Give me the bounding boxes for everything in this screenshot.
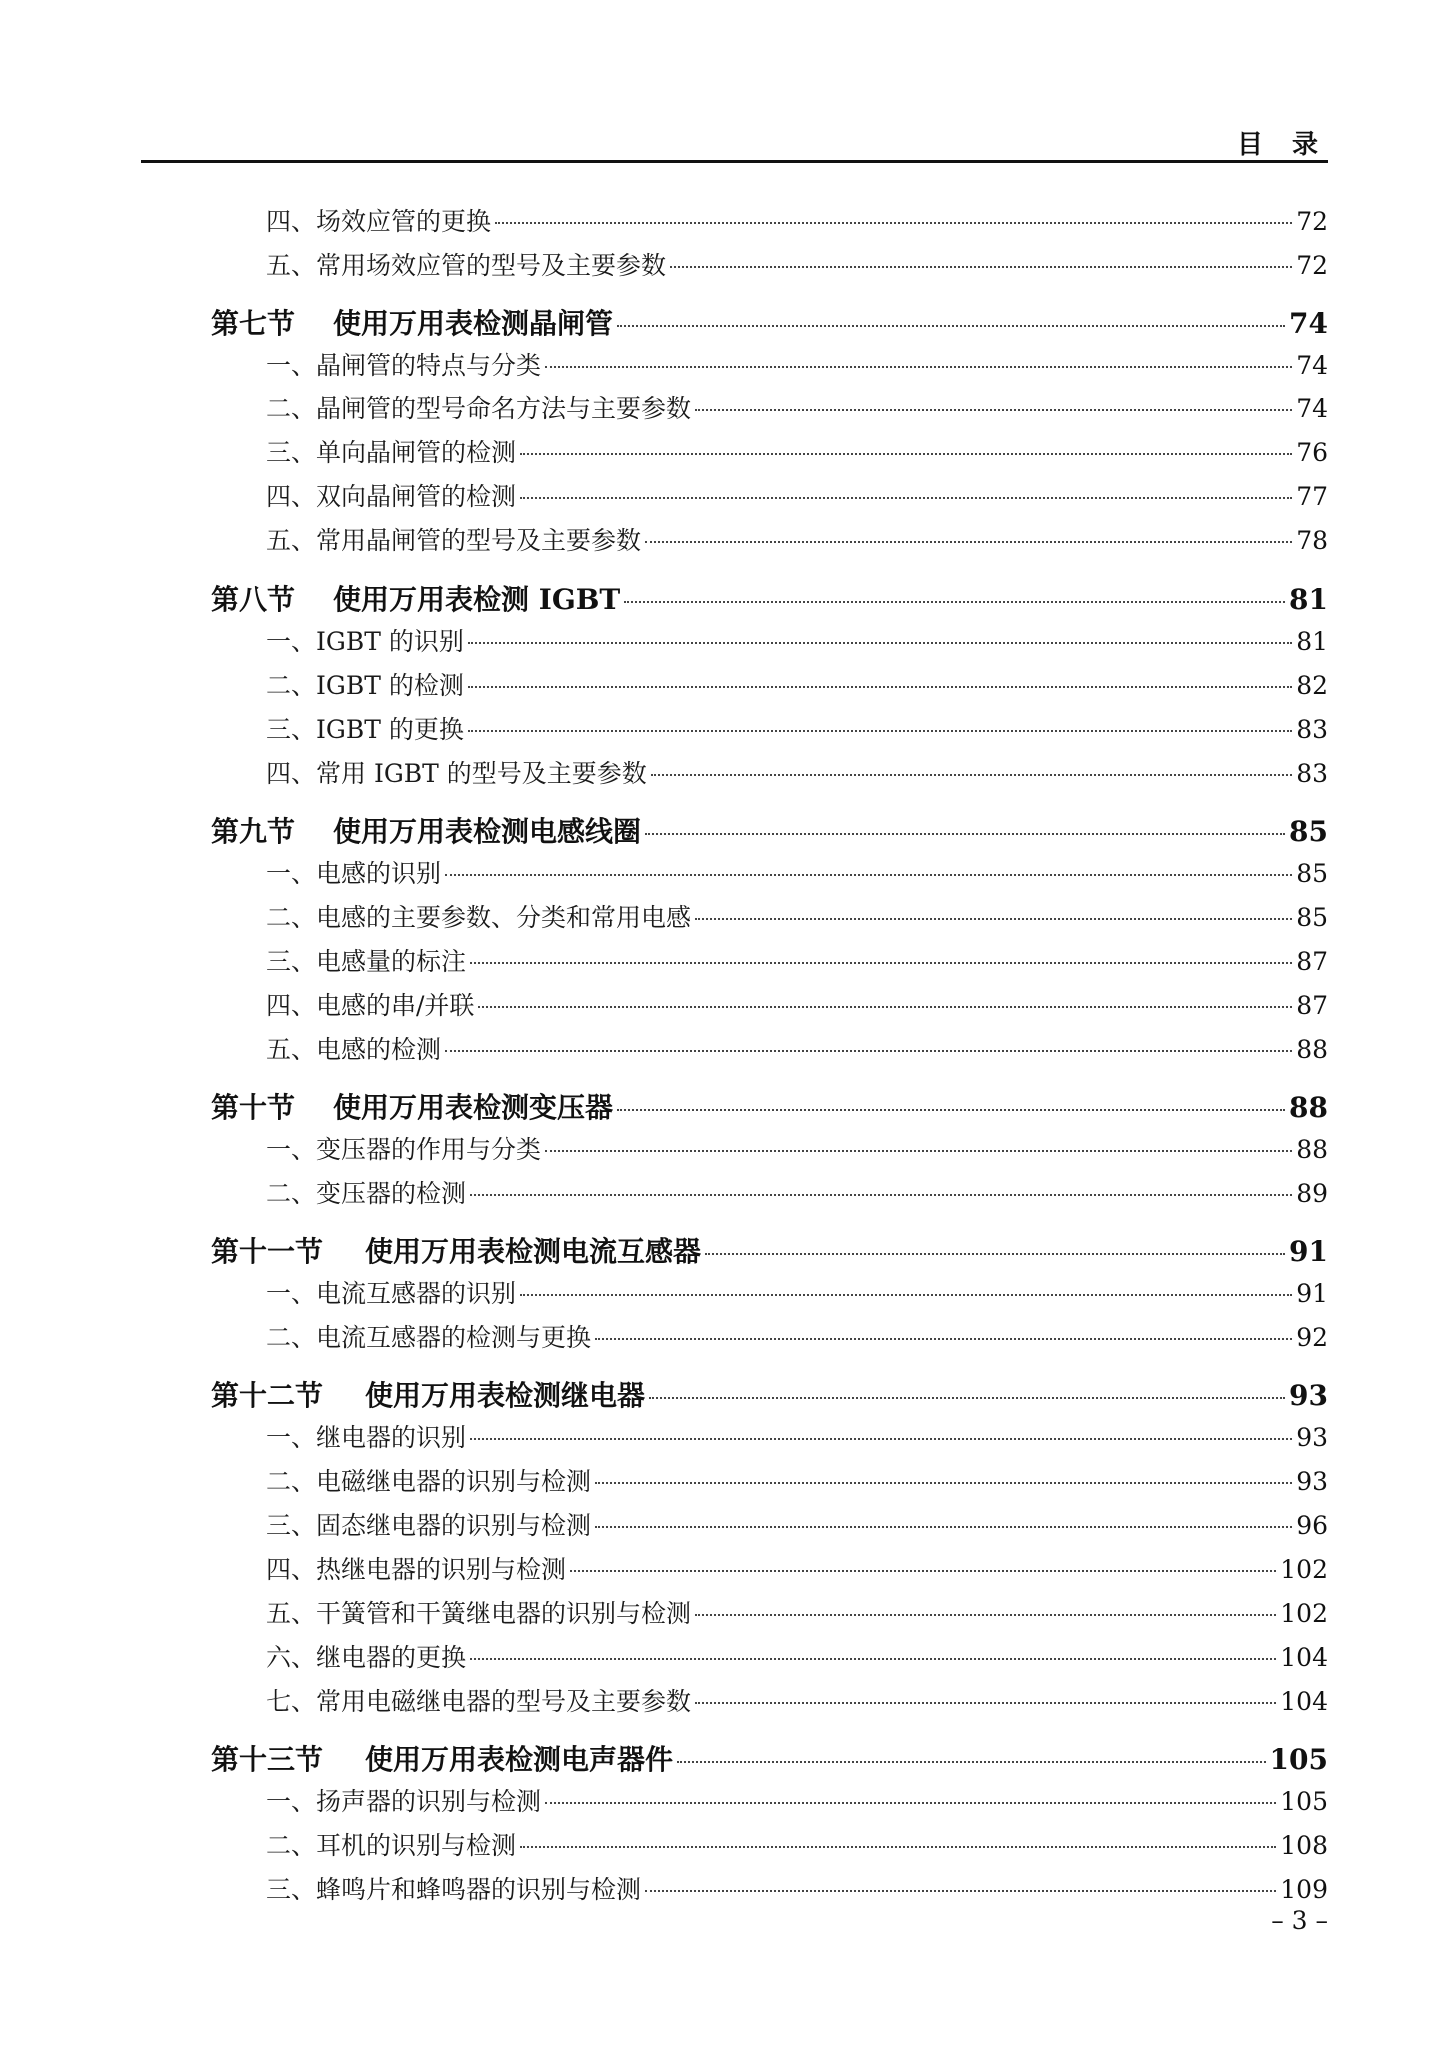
dot-leader [445,1050,1292,1052]
toc-section-label [211,302,613,342]
toc-subsection-label: 五、常用场效应管的型号及主要参数 [266,251,667,280]
toc-subsection-label: 一、电流互感器的识别 [266,1279,517,1308]
toc-subsection-entry[interactable] [266,1030,1328,1066]
dot-leader [695,1614,1276,1616]
toc-subsection-entry[interactable] [266,1638,1328,1674]
toc-subsection-label: 四、热继电器的识别与检测 [266,1555,567,1584]
dot-leader [617,325,1285,327]
toc-page-number: 105 [1280,1787,1328,1816]
toc-subsection-label: 四、电感的串/并联 [266,991,475,1020]
toc-subsection-entry[interactable] [266,942,1328,978]
toc-subsection-entry[interactable] [266,521,1328,557]
dot-leader [624,601,1285,603]
toc-subsection-label: 三、IGBT 的更换 [266,715,464,744]
toc-page-number: 81 [1289,583,1328,616]
dot-leader [695,918,1292,920]
toc-page-number: 93 [1289,1379,1328,1412]
toc-page-number: 93 [1296,1423,1328,1452]
toc-subsection-label: 一、变压器的作用与分类 [266,1135,542,1164]
toc-page-number: 74 [1289,307,1328,340]
toc-subsection-entry[interactable] [266,1130,1328,1166]
toc-page-number: 104 [1280,1643,1328,1672]
toc-section-number: 第九节 [211,815,296,848]
toc-page-number: 96 [1296,1511,1328,1540]
toc-subsection-entry[interactable] [266,1594,1328,1630]
toc-page-number: 85 [1296,903,1328,932]
toc-subsection-label: 四、常用 IGBT 的型号及主要参数 [266,759,647,788]
toc-page-number: 109 [1280,1875,1328,1904]
toc-subsection-entry[interactable] [266,1550,1328,1586]
toc-page-number: 91 [1296,1279,1328,1308]
toc-page-number: 102 [1280,1599,1328,1628]
dot-leader [705,1253,1285,1255]
toc-page-number: 92 [1296,1323,1328,1352]
toc-page-number: 74 [1296,351,1328,380]
dot-leader [520,453,1292,455]
toc-section-number: 第十二节 [211,1379,324,1412]
toc-subsection-label: 一、晶闸管的特点与分类 [266,351,542,380]
toc-subsection-entry[interactable] [266,666,1328,702]
toc-section-title: 使用万用表检测晶闸管 [333,307,614,340]
toc-section-title: 使用万用表检测电声器件 [365,1743,674,1776]
toc-page-number: 72 [1296,251,1328,280]
toc-section-title: 使用万用表检测电感线圈 [333,815,642,848]
toc-subsection-entry[interactable] [266,622,1328,658]
toc-section-title: 使用万用表检测 IGBT [333,583,621,616]
dot-leader [595,1338,1292,1340]
toc-subsection-entry[interactable] [266,202,1328,238]
toc-subsection-entry[interactable] [266,898,1328,934]
toc-page-number: 102 [1280,1555,1328,1584]
toc-subsection-label: 三、固态继电器的识别与检测 [266,1511,592,1540]
dot-leader [645,1890,1276,1892]
toc-subsection-label: 二、变压器的检测 [266,1179,467,1208]
toc-page-number: 93 [1296,1467,1328,1496]
dot-leader [645,833,1285,835]
toc-page-number: 72 [1296,207,1328,236]
toc-subsection-label: 六、继电器的更换 [266,1643,467,1672]
dot-leader [520,497,1292,499]
toc-subsection-entry[interactable] [266,477,1328,513]
dot-leader [520,1294,1292,1296]
toc-subsection-label: 二、耳机的识别与检测 [266,1831,517,1860]
toc-page-number: 77 [1296,482,1328,511]
toc-subsection-label: 二、IGBT 的检测 [266,671,464,700]
toc-subsection-label: 七、常用电磁继电器的型号及主要参数 [266,1687,692,1716]
toc-page-number: 85 [1296,859,1328,888]
toc-subsection-label: 二、电磁继电器的识别与检测 [266,1467,592,1496]
toc-subsection-entry[interactable] [266,854,1328,890]
dot-leader [545,366,1292,368]
dot-leader [470,962,1292,964]
toc-subsection-label: 四、双向晶闸管的检测 [266,482,517,511]
dot-leader [470,1658,1276,1660]
toc-section-entry[interactable] [211,810,1328,850]
toc-page-number: 85 [1289,815,1328,848]
toc-subsection-label: 三、电感量的标注 [266,947,467,976]
toc-subsection-label: 一、IGBT 的识别 [266,627,464,656]
dot-leader [649,1397,1285,1399]
toc-subsection-label: 三、蜂鸣片和蜂鸣器的识别与检测 [266,1875,642,1904]
toc-subsection-label: 五、电感的检测 [266,1035,442,1064]
toc-subsection-entry[interactable] [266,986,1328,1022]
dot-leader [670,266,1292,268]
toc-section-entry[interactable] [211,302,1328,342]
toc-page-number: 108 [1280,1831,1328,1860]
toc-section-entry[interactable] [211,1230,1328,1270]
toc-subsection-label: 一、电感的识别 [266,859,442,888]
toc-page-number: 105 [1269,1743,1328,1776]
toc-page-number: 87 [1296,947,1328,976]
dot-leader [470,1438,1292,1440]
dot-leader [468,730,1292,732]
toc-subsection-entry[interactable] [266,1418,1328,1454]
toc-section-number: 第十三节 [211,1743,324,1776]
toc-page-number: 74 [1296,394,1328,423]
toc-section-label [211,1086,613,1126]
toc-subsection-label: 三、单向晶闸管的检测 [266,438,517,467]
dot-leader [520,1846,1276,1848]
toc-page-number: 88 [1289,1091,1328,1124]
toc-subsection-label: 二、电感的主要参数、分类和常用电感 [266,903,692,932]
toc-section-label [211,578,620,618]
toc-page-number: 88 [1296,1035,1328,1064]
toc-subsection-label: 四、场效应管的更换 [266,207,492,236]
toc-section-number: 第七节 [211,307,296,340]
toc-page-number: 83 [1296,715,1328,744]
dot-leader [545,1150,1292,1152]
dot-leader [651,774,1292,776]
dot-leader [545,1802,1276,1804]
toc-page-number: 87 [1296,991,1328,1020]
header-rule [141,160,1328,163]
page-number: – 3 – [1271,1906,1328,1935]
dot-leader [695,1702,1276,1704]
toc-page-number: 104 [1280,1687,1328,1716]
toc-section-title: 使用万用表检测变压器 [333,1091,614,1124]
toc-subsection-entry[interactable] [266,1274,1328,1310]
toc-subsection-entry[interactable] [266,246,1328,282]
toc-section-label [211,1738,673,1778]
dot-leader [595,1482,1292,1484]
toc-subsection-entry[interactable] [266,1782,1328,1818]
toc-subsection-entry[interactable] [266,1682,1328,1718]
toc-section-number: 第十节 [211,1091,296,1124]
dot-leader [468,642,1292,644]
toc-subsection-entry[interactable] [266,389,1328,425]
toc-section-label [211,810,641,850]
toc-page-number: 89 [1296,1179,1328,1208]
toc-section-entry[interactable] [211,1738,1328,1778]
toc-subsection-label: 一、扬声器的识别与检测 [266,1787,542,1816]
dot-leader [617,1109,1285,1111]
dot-leader [570,1570,1276,1572]
toc-subsection-label: 五、常用晶闸管的型号及主要参数 [266,526,642,555]
toc-page-number: 78 [1296,526,1328,555]
toc-subsection-entry[interactable] [266,710,1328,746]
dot-leader [445,874,1292,876]
toc-section-number: 第八节 [211,583,296,616]
toc-page-number: 88 [1296,1135,1328,1164]
toc-section-label [211,1374,645,1414]
toc-page-number: 83 [1296,759,1328,788]
dot-leader [677,1761,1266,1763]
toc-subsection-label: 二、晶闸管的型号命名方法与主要参数 [266,394,692,423]
toc-subsection-entry[interactable] [266,1826,1328,1862]
toc-page-number: 76 [1296,438,1328,467]
toc-section-title: 使用万用表检测电流互感器 [365,1235,702,1268]
toc-section-number: 第十一节 [211,1235,324,1268]
page-header-title: 目 录 [1236,130,1328,160]
toc-section-entry[interactable] [211,1374,1328,1414]
toc-subsection-entry[interactable] [266,1318,1328,1354]
dot-leader [695,409,1292,411]
toc-subsection-label: 二、电流互感器的检测与更换 [266,1323,592,1352]
toc-subsection-entry[interactable] [266,1870,1328,1906]
dot-leader [470,1194,1292,1196]
toc-subsection-label: 五、干簧管和干簧继电器的识别与检测 [266,1599,692,1628]
toc-section-title: 使用万用表检测继电器 [365,1379,646,1412]
toc-subsection-entry[interactable] [266,754,1328,790]
dot-leader [468,686,1292,688]
dot-leader [645,541,1292,543]
toc-page-number: 82 [1296,671,1328,700]
toc-subsection-entry[interactable] [266,1506,1328,1542]
toc-section-entry[interactable] [211,578,1328,618]
toc-subsection-entry[interactable] [266,1174,1328,1210]
dot-leader [478,1006,1292,1008]
toc-subsection-entry[interactable] [266,1462,1328,1498]
dot-leader [595,1526,1292,1528]
toc-section-label [211,1230,701,1270]
toc-subsection-entry[interactable] [266,433,1328,469]
toc-subsection-label: 一、继电器的识别 [266,1423,467,1452]
dot-leader [495,222,1292,224]
toc-page-number: 81 [1296,627,1328,656]
toc-section-entry[interactable] [211,1086,1328,1126]
toc-subsection-entry[interactable] [266,346,1328,382]
toc-page-number: 91 [1289,1235,1328,1268]
